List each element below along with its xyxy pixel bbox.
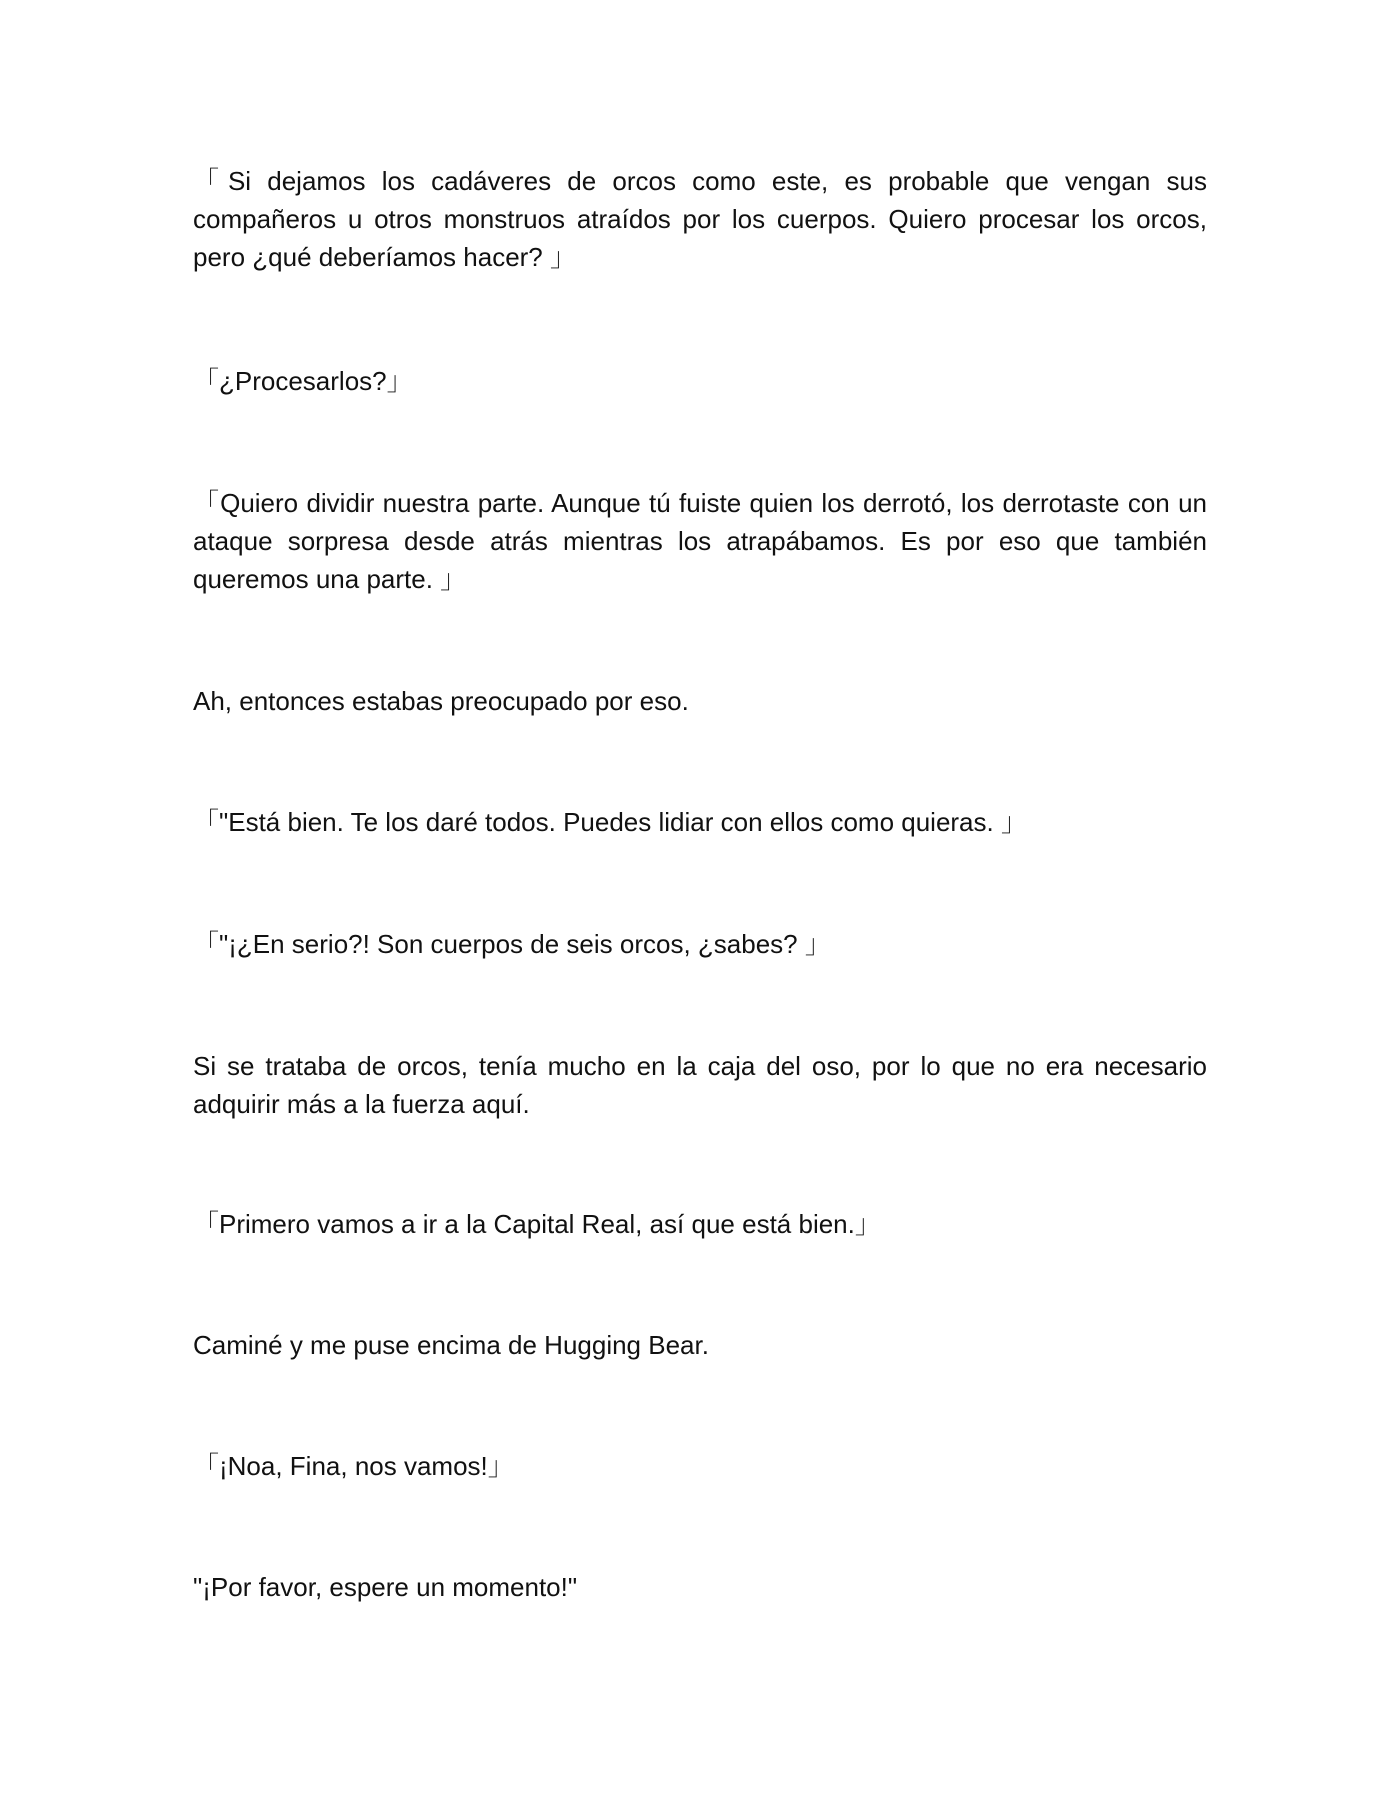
paragraph-11: "¡Por favor, espere un momento!" [193, 1572, 578, 1602]
paragraph-6: 「"¡¿En serio?! Son cuerpos de seis orcos, ¿sabes? 」 [193, 929, 831, 959]
paragraph-8: 「Primero vamos a ir a la Capital Real, así que está bien.」 [193, 1209, 881, 1239]
paragraph-1: 「Si dejamos los cadáveres de orcos como este, es probable que vengan sus compañeros u otros monstruos atraídos por los cuerpos. Quiero procesar los orcos, pero ¿qué deberíamos hacer? 」 [193, 166, 1207, 272]
paragraph-7: Si se trataba de orcos, tenía mucho en la caja del oso, por lo que no era necesario adquirir más a la fuerza aquí. [193, 1051, 1207, 1119]
paragraph-10: 「¡Noa, Fina, nos vamos!」 [193, 1451, 514, 1481]
paragraph-4: Ah, entonces estabas preocupado por eso. [193, 686, 689, 716]
paragraph-2: 「¿Procesarlos?」 [193, 366, 413, 396]
paragraph-9: Caminé y me puse encima de Hugging Bear. [193, 1330, 709, 1360]
paragraph-3: 「Quiero dividir nuestra parte. Aunque tú fuiste quien los derrotó, los derrotaste con un ataque sorpresa desde atrás mientras los atrapábamos. Es por eso que también queremos una parte. 」 [193, 488, 1207, 594]
paragraph-5: 「"Está bien. Te los daré todos. Puedes lidiar con ellos como quieras. 」 [193, 807, 1027, 837]
